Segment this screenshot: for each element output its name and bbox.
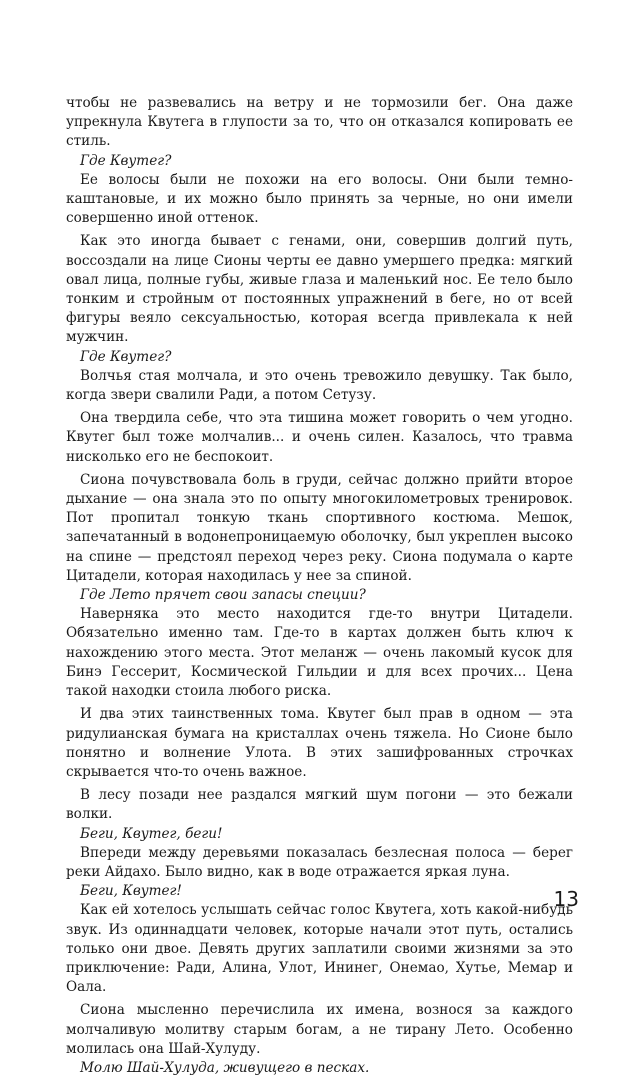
paragraph: Ее волосы были не похожи на его волосы. Они были темно-каштановые, и их можно было принять за черные, но они имели совершенно иной оттенок. [66, 171, 573, 227]
italic-thought: Где Лето прячет свои запасы специи? [80, 587, 366, 604]
paragraph: Впереди между деревьями показалась безлесная полоса — берег реки Айдахо. Было видно, как в воде отражается яркая луна. [66, 844, 573, 880]
paragraph: Как ей хотелось услышать сейчас голос Квутега, хоть какой-нибудь звук. Из одиннадцати человек, которые начали этот путь, остались только они двое. Девять других заплатили своими жизнями за это приключение: Ради, Алина, Улот, Ининег, Онемао, Хутье, Мемар и Оала. [66, 902, 573, 996]
paragraph: Сиона почувствовала боль в груди, сейчас должно прийти второе дыхание — она знала это по опыту многокилометровых тренировок. Пот пропитал тонкую ткань спортивного костюма. Мешок, запечатанный в водонепроницаемую оболочку, был укреплен высоко на спине — предстоял переход через реку. Сиона подумала о карте Цитадели, которая находилась у нее за спиной. [66, 471, 573, 584]
paragraph: И два этих таинственных тома. Квутег был прав в одном — эта ридулианская бумага на кристаллах очень тяжела. Но Сионе было понятно и волнение Улота. В этих зашифрованных строчках скрывается что-то очень важное. [66, 706, 573, 780]
body-text [66, 94, 573, 1078]
italic-thought: Беги, Квутег, беги! [80, 825, 223, 842]
paragraph: Сиона мысленно перечислила их имена, вознося за каждого молчаливую молитву старым богам, а не тирану Лето. Особенно молилась она Шай-Хулуду. [66, 1002, 573, 1057]
paragraph: чтобы не развевались на ветру и не тормозили бег. Она даже упрекнула Квутега в глупости за то, что он отказался копировать ее стиль. [66, 95, 573, 150]
paragraph: Волчья стая молчала, и это очень тревожило девушку. Так было, когда звери свалили Ради, а потом Сетузу. [66, 367, 573, 404]
paragraph: В лесу позади нее раздался мягкий шум погони — это бежали волки. [66, 787, 573, 823]
paragraph: Она твердила себе, что эта тишина может говорить о чем угодно. Квутег был тоже молчалив... и очень силен. Казалось, что травма нисколько его не беспокоит. [66, 410, 573, 465]
italic-thought: Беги, Квутег! [80, 883, 182, 900]
paragraph: Как это иногда бывает с генами, они, совершив долгий путь, воссоздали на лице Сионы черты ее давно умершего предка: мягкий овал лица, полные губы, живые глаза и маленький нос. Ее тело было тонким и стройным от постоянных упражнений в беге, но от всей фигуры веяло сексуальностью, которая всегда привлекала к ней мужчин. [66, 233, 573, 346]
paragraph: Наверняка это место находится где-то внутри Цитадели. Обязательно именно там. Где-то в картах должен быть ключ к нахождению этого места. Этот меланж — очень лакомый кусок для Бинэ Гессерит, Космической Гильдии и для всех прочих... Цена такой находки стоила любого риска. [66, 606, 573, 700]
italic-thought: Где Квутег? [80, 152, 172, 169]
page-number: 13 [553, 887, 579, 911]
italic-thought: Где Квутег? [80, 348, 172, 365]
italic-thought: Молю Шай-Хулуда, живущего в песках. [80, 1059, 370, 1076]
